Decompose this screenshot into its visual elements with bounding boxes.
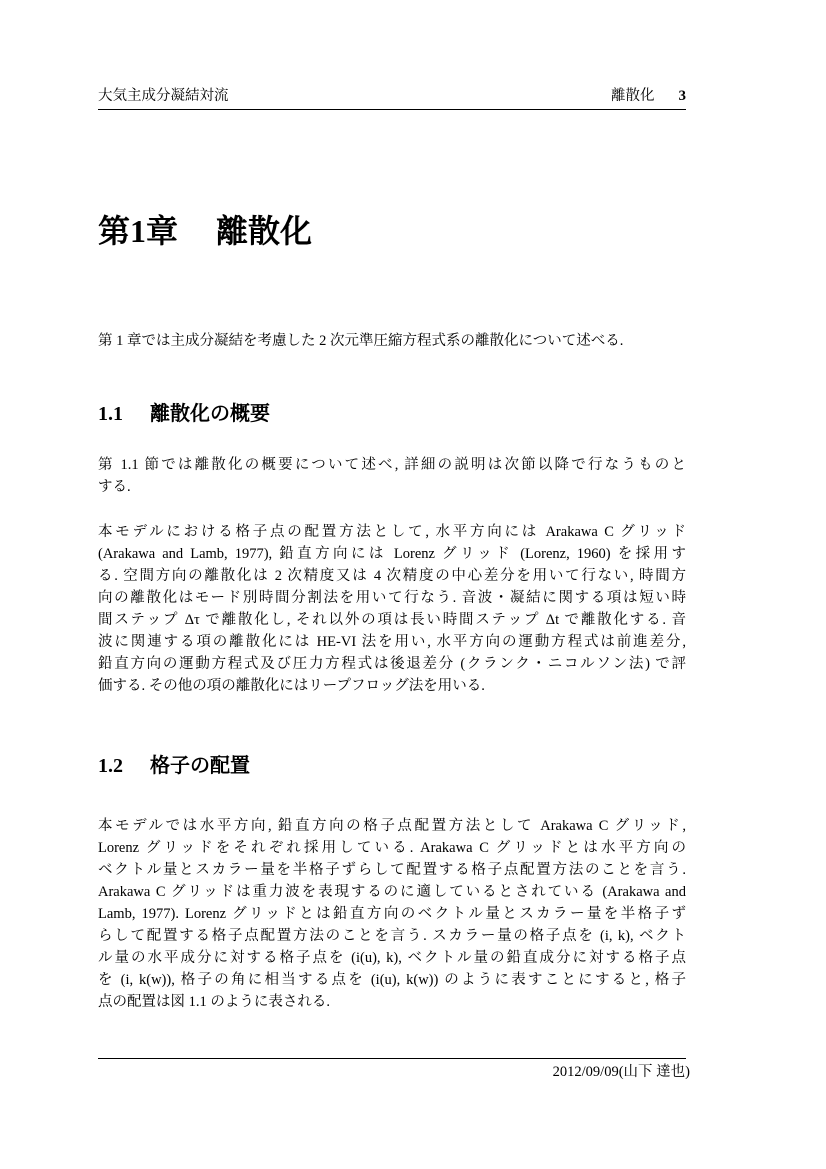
section-1-2-number: 1.2 bbox=[98, 755, 123, 777]
text-line: Arakawa C グリッドは重力波を表現するのに適しているとされている (Arakawa and bbox=[98, 884, 686, 900]
section-1-1-heading bbox=[98, 401, 686, 427]
header-left-title: 大気主成分凝結対流 bbox=[98, 88, 229, 104]
section-1-1-paragraph-2 bbox=[98, 521, 686, 697]
text-line: 間ステップ Δτ で離散化し, それ以外の項は長い時間ステップ Δt で離散化する. 音 bbox=[98, 612, 686, 628]
chapter-title: 離散化 bbox=[216, 213, 313, 249]
page-number: 3 bbox=[678, 88, 686, 104]
header-section-title: 離散化 bbox=[611, 88, 655, 104]
text-line: らして配置する格子点配置方法のことを言う. スカラー量の格子点を (i, k), ベクト bbox=[98, 928, 686, 944]
text-line: 価する. その他の項の離散化にはリープフロッグ法を用いる. bbox=[98, 678, 485, 694]
chapter-heading bbox=[98, 211, 312, 251]
header-right bbox=[98, 86, 686, 106]
section-1-2-heading bbox=[98, 753, 686, 779]
section-1-1-number: 1.1 bbox=[98, 403, 123, 425]
chapter-label: 第1章 bbox=[98, 213, 179, 249]
text-line: Lamb, 1977). Lorenz グリッドとは鉛直方向のベクトル量とスカラー量を半格子ず bbox=[98, 906, 686, 922]
text-line: 波に関連する項の離散化には HE-VI 法を用い, 水平方向の運動方程式は前進差分, bbox=[98, 634, 686, 650]
section-1-1-title: 離散化の概要 bbox=[150, 403, 270, 425]
chapter-intro-paragraph bbox=[98, 330, 686, 352]
text-line: 本モデルでは水平方向, 鉛直方向の格子点配置方法として Arakawa C グリッド, bbox=[98, 818, 686, 834]
text-line: 第 1 章では主成分凝結を考慮した 2 次元準圧縮方程式系の離散化について述べる. bbox=[98, 333, 624, 349]
text-line: る. 空間方向の離散化は 2 次精度又は 4 次精度の中心差分を用いて行ない, 時間方 bbox=[98, 568, 686, 584]
text-line: ベクトル量とスカラー量を半格子ずらして配置する格子点配置方法のことを言う. bbox=[98, 862, 686, 878]
text-line: 鉛直方向の運動方程式及び圧力方程式は後退差分 (クランク・ニコルソン法) で評 bbox=[98, 656, 686, 672]
text-line: (Arakawa and Lamb, 1977), 鉛直方向には Lorenz グリッド (Lorenz, 1960) を採用す bbox=[98, 546, 686, 562]
section-1-2-title: 格子の配置 bbox=[150, 755, 250, 777]
text-line: 第 1.1 節では離散化の概要について述べ, 詳細の説明は次節以降で行なうものと bbox=[98, 457, 686, 473]
text-line: を (i, k(w)), 格子の角に相当する点を (i(u), k(w)) のように表すことにすると, 格子 bbox=[98, 972, 686, 988]
text-line: Lorenz グリッドをそれぞれ採用している. Arakawa C グリッドとは水平方向の bbox=[98, 840, 686, 856]
text-line: 点の配置は図 1.1 のように表される. bbox=[98, 994, 330, 1010]
text-line: 本モデルにおける格子点の配置方法として, 水平方向には Arakawa C グリッド bbox=[98, 524, 686, 540]
text-line: 向の離散化はモード別時間分割法を用いて行なう. 音波・凝結に関する項は短い時 bbox=[98, 590, 686, 606]
footer-date-author: 2012/09/09(山下 達也) bbox=[552, 1064, 690, 1080]
section-1-2-paragraph-1 bbox=[98, 815, 686, 1013]
header-rule bbox=[98, 109, 686, 110]
section-1-1-paragraph-1 bbox=[98, 454, 686, 498]
footer-rule bbox=[98, 1058, 686, 1059]
text-line: する. bbox=[98, 479, 131, 495]
text-line: ル量の水平成分に対する格子点を (i(u), k), ベクトル量の鉛直成分に対する格子点 bbox=[98, 950, 686, 966]
